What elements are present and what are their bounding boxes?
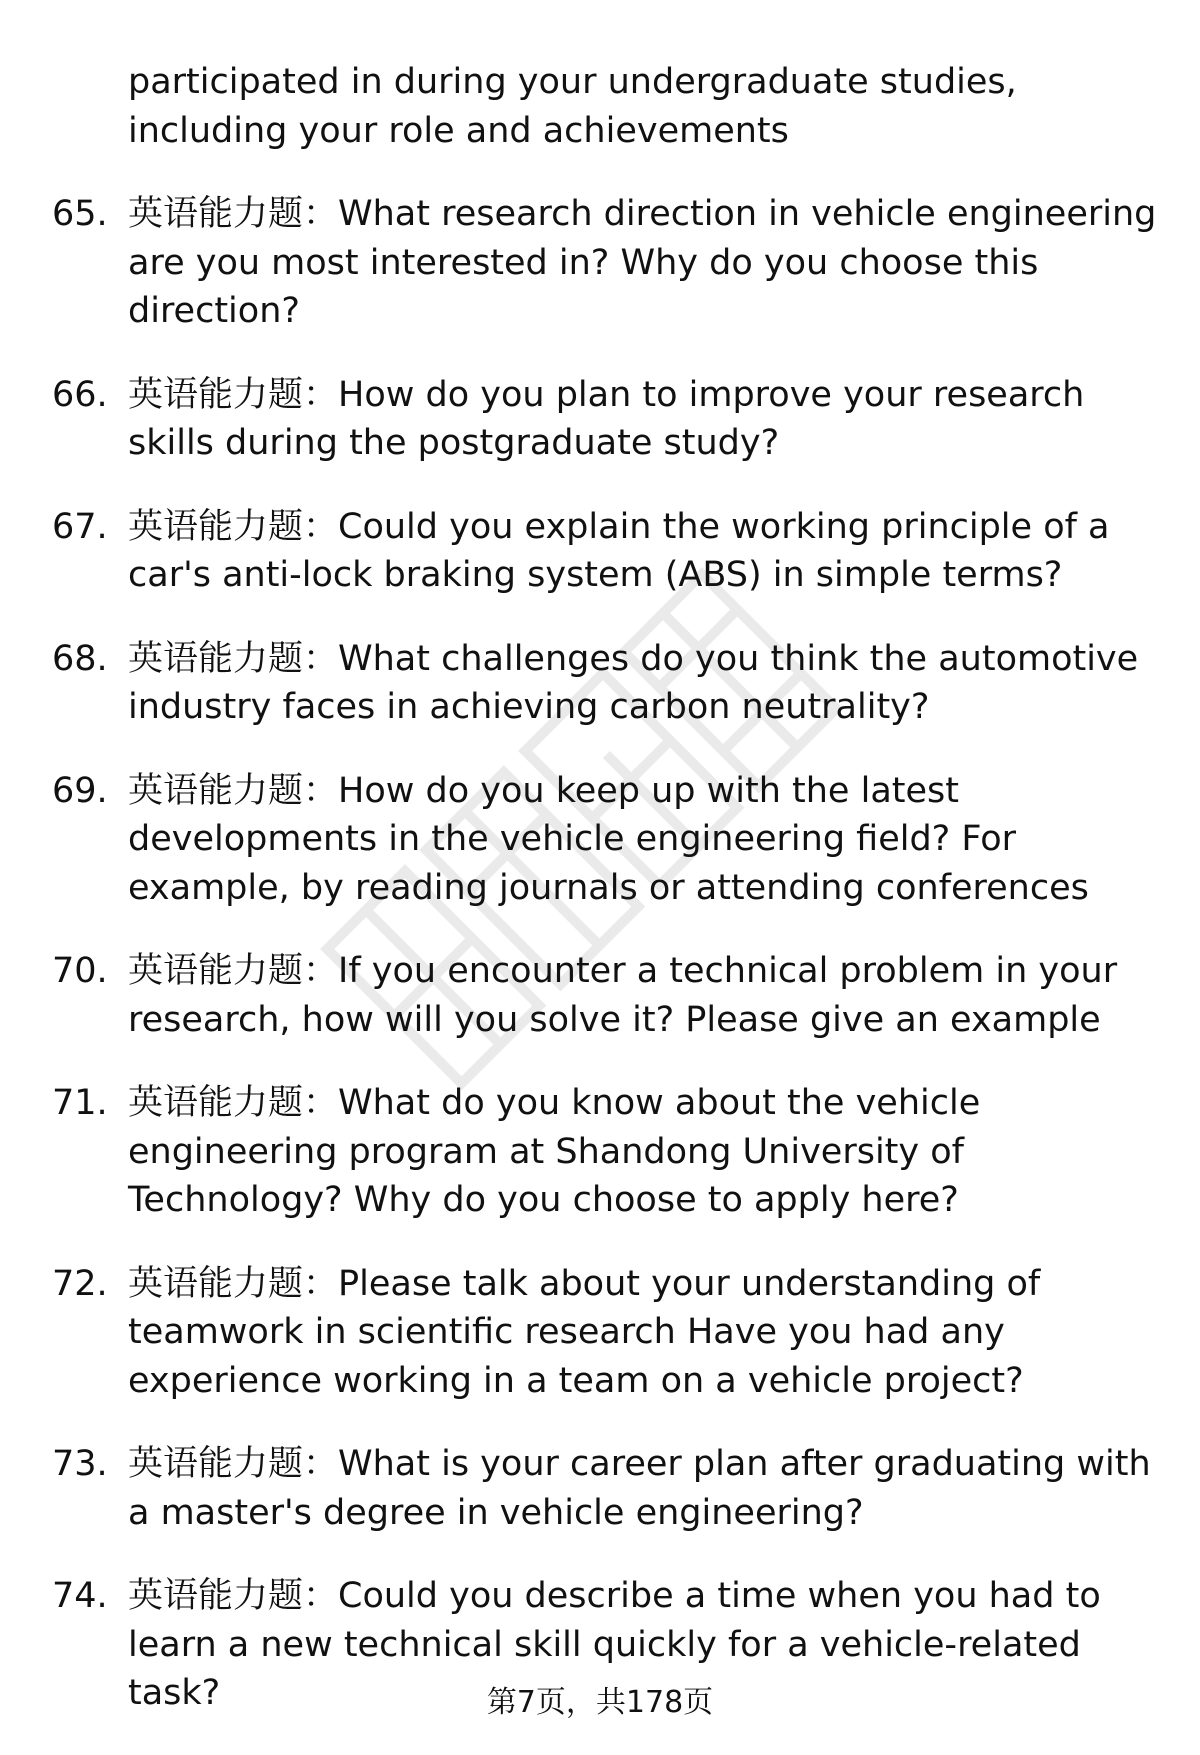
question-item bbox=[0, 371, 1160, 468]
question-number: 66. bbox=[52, 374, 108, 415]
question-text: Could you describe a time when you had to learn a new technical skill quickly for a vehicle-related task? bbox=[128, 1576, 1101, 1713]
question-item bbox=[0, 1079, 1160, 1225]
question-label: 英语能力题： bbox=[128, 951, 339, 991]
question-item bbox=[0, 635, 1160, 732]
question-text: Please talk about your understanding of teamwork in scientific research Have you had any experience working in a team on a vehicle project? bbox=[128, 1263, 1041, 1401]
question-item bbox=[0, 1440, 1160, 1537]
question-number: 74. bbox=[52, 1576, 108, 1616]
question-number: 72. bbox=[52, 1263, 108, 1304]
question-text: How do you plan to improve your research skills during the postgraduate study? bbox=[128, 374, 1085, 463]
question-text: If you encounter a technical problem in your research, how will you solve it? Please give an example bbox=[128, 951, 1118, 1040]
question-text: What challenges do you think the automotive industry faces in achieving carbon neutrality? bbox=[128, 638, 1139, 727]
question-number: 67. bbox=[52, 506, 108, 547]
question-label: 英语能力题： bbox=[128, 1576, 339, 1616]
question-number: 70. bbox=[52, 951, 108, 991]
question-label: 英语能力题： bbox=[128, 770, 339, 811]
question-label: 英语能力题： bbox=[128, 506, 339, 547]
question-item bbox=[0, 190, 1160, 336]
question-text: What do you know about the vehicle engineering program at Shandong University of Technology? Why do you choose to apply here? bbox=[128, 1083, 981, 1220]
question-item bbox=[0, 503, 1160, 600]
question-label: 英语能力题： bbox=[128, 1263, 339, 1304]
question-text: What research direction in vehicle engineering are you most interested in? Why do you choose this direction? bbox=[128, 194, 1157, 331]
question-item bbox=[0, 1260, 1160, 1406]
question-number: 71. bbox=[52, 1083, 108, 1123]
question-label: 英语能力题： bbox=[128, 1444, 339, 1484]
question-item bbox=[0, 947, 1160, 1044]
question-label: 英语能力题： bbox=[128, 194, 339, 234]
question-list bbox=[0, 58, 1200, 1753]
question-number: 73. bbox=[52, 1444, 108, 1484]
question-label: 英语能力题： bbox=[128, 374, 339, 415]
question-text: Could you explain the working principle of a car's anti-lock braking system (ABS) in simple terms? bbox=[128, 506, 1110, 595]
question-item bbox=[0, 767, 1160, 913]
question-label: 英语能力题： bbox=[128, 1083, 339, 1123]
page-footer: 第7页，共178页 bbox=[486, 1685, 714, 1720]
question-number: 68. bbox=[52, 638, 108, 679]
question-number: 65. bbox=[52, 194, 108, 234]
continuation-text: participated in during your undergraduate studies, including your role and achievements bbox=[128, 62, 1017, 151]
question-text: How do you keep up with the latest developments in the vehicle engineering field? For example, by reading journals or attending conferences bbox=[128, 770, 1089, 908]
question-text: What is your career plan after graduating with a master's degree in vehicle engineering? bbox=[128, 1444, 1151, 1533]
question-number: 69. bbox=[52, 770, 108, 811]
question-label: 英语能力题： bbox=[128, 638, 339, 679]
